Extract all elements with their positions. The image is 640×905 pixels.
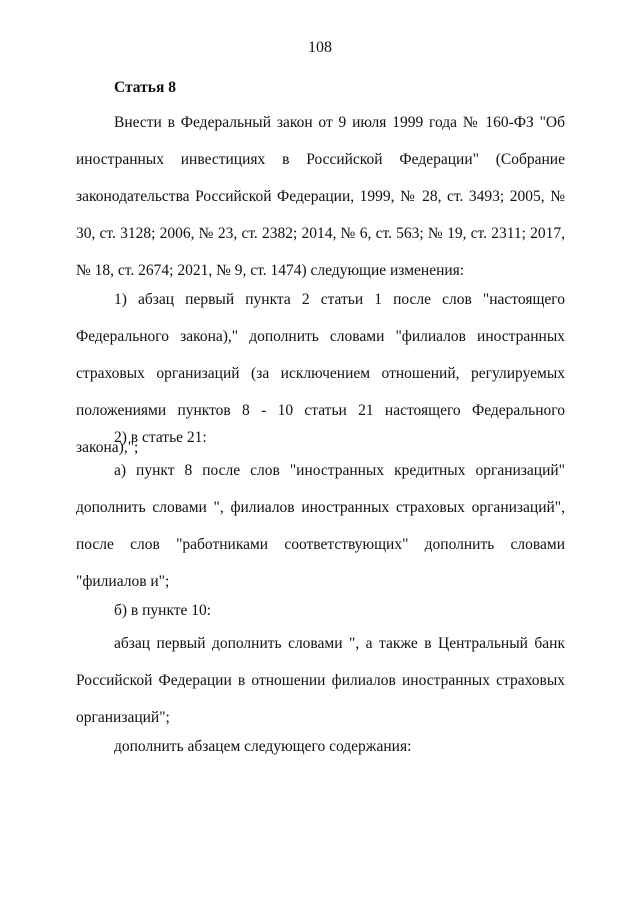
page-number: 108: [308, 39, 332, 56]
paragraph-amendment-add: дополнить абзацем следующего содержания:: [114, 738, 412, 755]
paragraph-item-2: 2) в статье 21:: [114, 429, 207, 446]
paragraph-amendment-first: абзац первый дополнить словами ", а также в Центральный банк Российской Федерации в отношении филиалов иностранных страховых организаций";: [76, 635, 565, 726]
paragraph-intro: Внести в Федеральный закон от 9 июля 1999 года № 160-ФЗ "Об иностранных инвестициях в Российской Федерации" (Собрание законодательства Российской Федерации, 1999, № 28, ст. 3493; 2005, № 30, ст. 3128; 2006, № 23, ст. 2382; 2014, № 6, ст. 563; № 19, ст. 2311; 2017, № 18, ст. 2674; 2021, № 9, ст. 1474) следующие изменения:: [76, 114, 565, 279]
paragraph-item-1: 1) абзац первый пункта 2 статьи 1 после слов "настоящего Федерального закона)," дополнить словами "филиалов иностранных страховых организаций (за исключением отношений, регулируемых положениями пунктов 8 - 10 статьи 21 настоящего Федерального закона),";: [76, 291, 565, 456]
paragraph-subitem-a: а) пункт 8 после слов "иностранных кредитных организаций" дополнить словами ", филиалов иностранных страховых организаций", после слов "работниками соответствующих" дополнить словами "филиалов и";: [76, 462, 565, 590]
article-heading: Статья 8: [114, 79, 176, 96]
paragraph-subitem-b: б) в пункте 10:: [114, 602, 212, 619]
